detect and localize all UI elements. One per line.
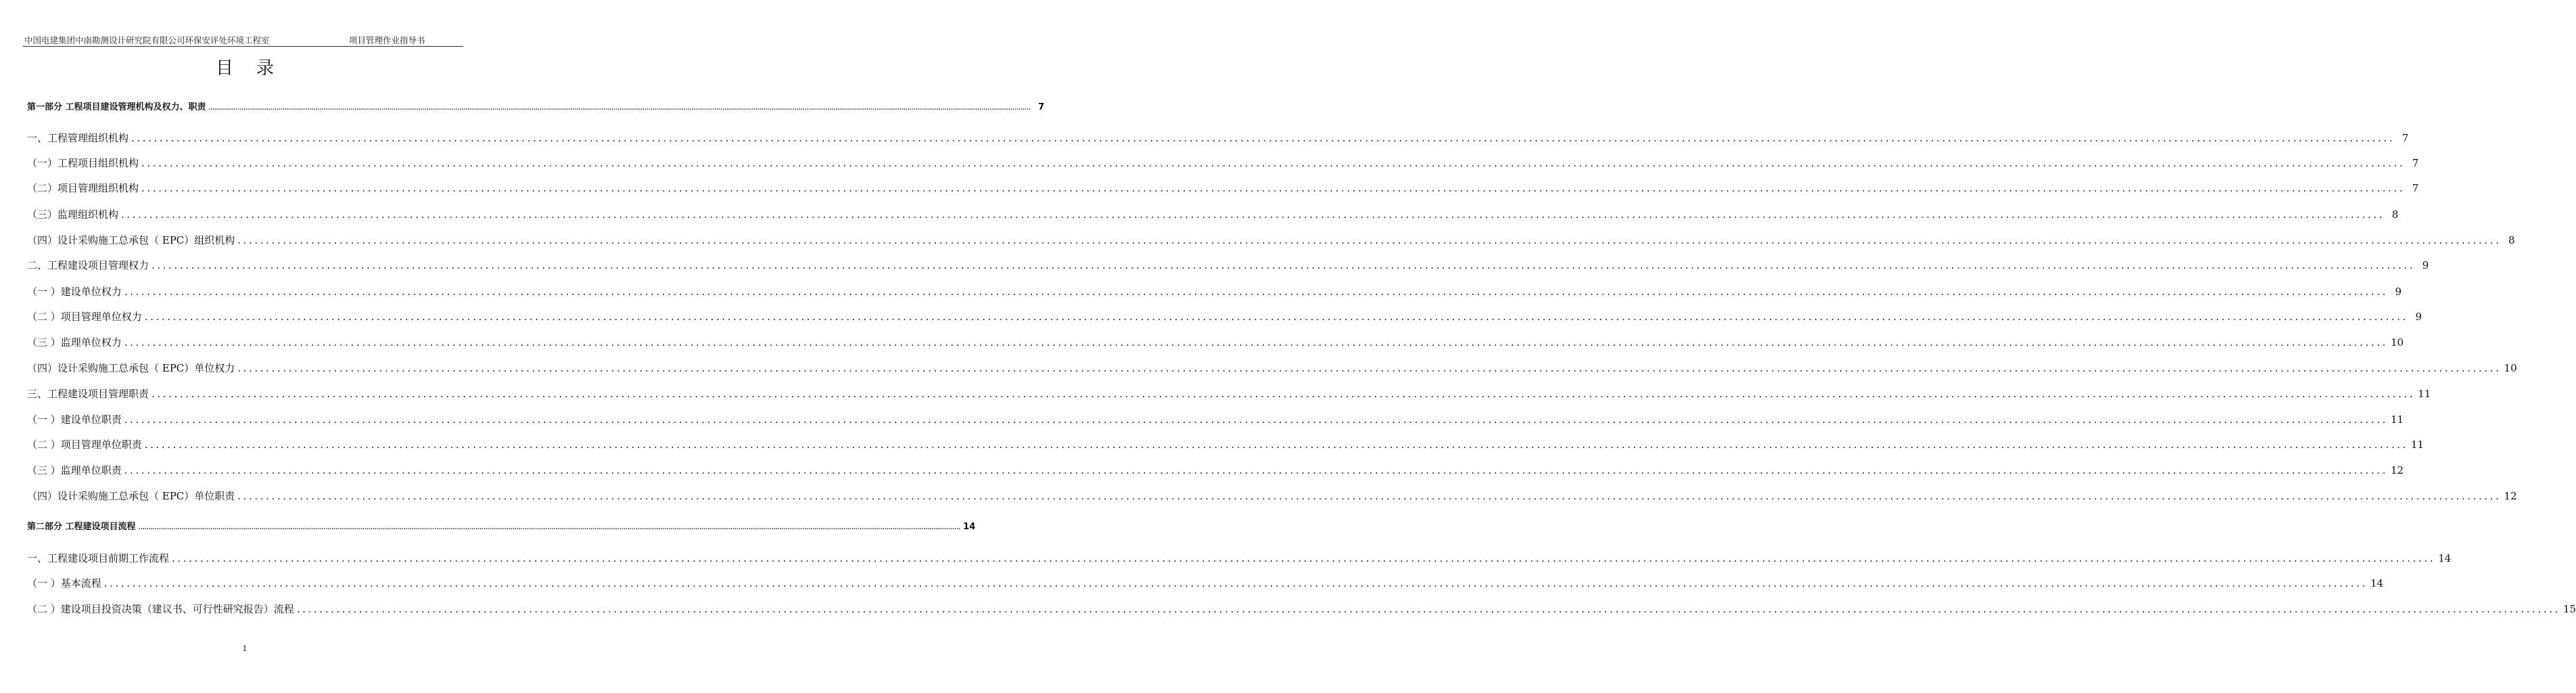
toc-page-number: 12 xyxy=(2504,490,2517,502)
toc-page-number: 12 xyxy=(2391,464,2404,476)
toc-page-number: 11 xyxy=(2411,439,2425,451)
toc-dot-leader: ................................................................................................................................................................................................................................................................................................................................................................................................................ xyxy=(141,182,2406,194)
toc-page-number: 11 xyxy=(2418,388,2431,400)
toc-dot-leader: ................................................................................................................................................................................................................................................................................................................................................................................................................ xyxy=(151,259,2416,271)
toc-entry-title: （三 ）监理单位权力 xyxy=(27,336,122,349)
toc-page-number: 7 xyxy=(2402,132,2409,144)
toc-dot-leader: ................................................................................................................................................................................................................................................................................................................................................................................................................ xyxy=(144,439,2409,451)
toc-dot-leader: ................................................................................................................................................................................................................................................................................................................................................................................................................ xyxy=(151,388,2416,400)
toc-entry[interactable] xyxy=(27,412,2404,427)
toc-part-entry[interactable] xyxy=(27,99,1045,114)
toc-entry-title: 二、工程建设项目管理权力 xyxy=(27,259,149,271)
toc-page-number: 14 xyxy=(2370,577,2384,589)
toc-entry[interactable] xyxy=(27,602,2576,617)
toc-page-number: 11 xyxy=(2391,413,2404,426)
toc-dot-leader: ................................................................................................................................................................................................................................................................................................................................................................................................................ xyxy=(172,552,2436,564)
toc-dot-leader: ................................................................................................................................................................................................................................................................................................................................................................................................................ xyxy=(141,157,2406,169)
toc-entry[interactable] xyxy=(27,309,2422,324)
page-number: 1 xyxy=(242,644,248,653)
toc-entry-title: （二 ）项目管理单位职责 xyxy=(27,439,142,451)
toc-dot-leader: ................................................................................................................................................................................................................................................................................................................................................................................................................ xyxy=(124,413,2389,426)
toc-page-number: 15 xyxy=(2563,603,2576,615)
toc-part-entry[interactable] xyxy=(27,519,976,534)
toc-page-number: 10 xyxy=(2504,362,2517,374)
toc-entry[interactable] xyxy=(27,437,2425,452)
toc-entry-title: （二）项目管理组织机构 xyxy=(27,182,139,194)
toc-entry-title: （一 ）基本流程 xyxy=(27,577,101,589)
header-document-title: 项目管理作业指导书 xyxy=(349,35,425,45)
header-divider xyxy=(23,46,463,47)
toc-entry-title: 第二部分 工程建设项目流程 xyxy=(27,522,136,532)
toc-dot-leader: ................................................................................................................................................................................................................................................................................................................................................................................................................ xyxy=(131,132,2395,144)
toc-page-number: 14 xyxy=(963,522,976,532)
toc-dot-leader: ................................................................................................................................................................................................................................................................................................................................................................................................................ xyxy=(237,362,2502,374)
toc-page-number: 7 xyxy=(2412,157,2419,169)
toc-page-number: 14 xyxy=(2438,552,2452,564)
toc-dot-leader: ................................................................................................................................................................................................................................................................................................................................................................................................................ xyxy=(144,311,2409,323)
toc-entry-title: （三 ）监理单位职责 xyxy=(27,464,122,476)
toc-entry[interactable] xyxy=(27,335,2404,350)
toc-dot-leader: ................................................................................................................................................................................................................................................................................................................................................................................................................ xyxy=(296,603,2561,615)
toc-dot-leader: ................................................................................................................................................................................................................................................................................................................................................................................................................ xyxy=(124,336,2389,349)
toc-dot-leader: ................................................................................................................................................................................................................................................................................................................................................................................................................ xyxy=(237,234,2502,246)
toc-entry-title: （四）设计采购施工总承包（ EPC）组织机构 xyxy=(27,234,235,246)
toc-entry-title: （二 ）建设项目投资决策（建议书、可行性研究报告）流程 xyxy=(27,603,294,615)
toc-entry[interactable] xyxy=(27,386,2431,401)
toc-dot-leader: ................................................................................................................................................................................................................................................................................................................................................................................................................ xyxy=(124,286,2389,298)
toc-dot-leader: ................................................................................................................................................................................................................................................................................................................................................................................................................ xyxy=(124,464,2389,476)
toc-entry-title: （四）设计采购施工总承包（ EPC）单位权力 xyxy=(27,362,235,374)
toc-entry-title: 一、工程建设项目前期工作流程 xyxy=(27,552,170,564)
toc-entry[interactable] xyxy=(27,361,2517,376)
header-organization: 中国电建集团中南勘测设计研究院有限公司环保安评处环境工程室 xyxy=(24,35,270,45)
toc-entry-title: （四）设计采购施工总承包（ EPC）单位职责 xyxy=(27,490,235,502)
toc-entry-title: （一）工程项目组织机构 xyxy=(27,157,139,169)
toc-entry[interactable] xyxy=(27,233,2515,248)
toc-entry-title: （一 ）建设单位权力 xyxy=(27,286,122,298)
toc-entry-title: 一、工程管理组织机构 xyxy=(27,132,129,144)
toc-page-number: 9 xyxy=(2395,286,2402,298)
toc-entry-title: 三、工程建设项目管理职责 xyxy=(27,388,149,400)
toc-dot-leader: ................................................................................................................................................................................................................................................................................................................................................................................................................ xyxy=(121,208,2385,221)
toc-page-number: 7 xyxy=(1038,102,1045,112)
toc-entry[interactable] xyxy=(27,156,2419,171)
toc-page-number: 8 xyxy=(2508,234,2515,246)
toc-page-number: 7 xyxy=(2412,182,2419,194)
toc-entry[interactable] xyxy=(27,551,2452,566)
toc-page-number: 9 xyxy=(2415,311,2422,323)
page-title: 目录 xyxy=(215,58,297,79)
toc-entry[interactable] xyxy=(27,284,2402,299)
toc-entry[interactable] xyxy=(27,258,2429,273)
toc-entry-title: （二 ）项目管理单位权力 xyxy=(27,311,142,323)
toc-dot-leader: ................................................................................................................................................................................................................................................................................................................................................................................................................ xyxy=(103,577,2368,589)
toc-entry[interactable] xyxy=(27,131,2409,146)
toc-entry[interactable] xyxy=(27,207,2399,222)
toc-entry[interactable] xyxy=(27,181,2419,196)
toc-entry[interactable] xyxy=(27,489,2517,504)
toc-dot-leader: ................................................................................................................................................................................................................................................................................................................................................................................................................ xyxy=(208,105,1031,111)
toc-page-number: 10 xyxy=(2391,336,2404,349)
toc-entry-title: （一 ）建设单位职责 xyxy=(27,413,122,426)
toc-dot-leader: ................................................................................................................................................................................................................................................................................................................................................................................................................ xyxy=(237,490,2502,502)
toc-dot-leader: ................................................................................................................................................................................................................................................................................................................................................................................................................ xyxy=(138,524,961,531)
toc-page-number: 9 xyxy=(2422,259,2429,271)
toc-page-number: 8 xyxy=(2391,208,2399,221)
toc-entry[interactable] xyxy=(27,576,2384,591)
toc-entry-title: （三）监理组织机构 xyxy=(27,208,119,221)
toc-entry[interactable] xyxy=(27,463,2404,478)
toc-entry-title: 第一部分 工程项目建设管理机构及权力、职责 xyxy=(27,102,206,112)
